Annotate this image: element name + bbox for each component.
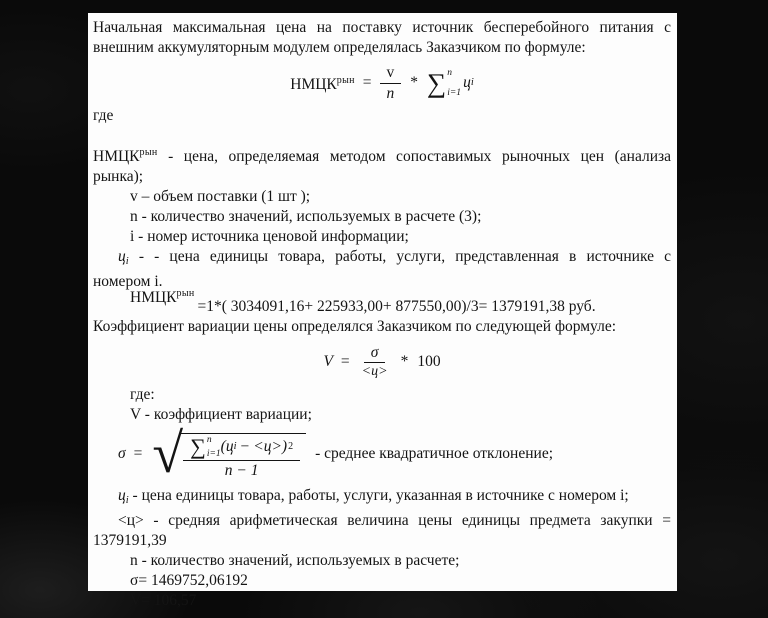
result-lhs: $НМЦК^{рын}$ (130, 287, 195, 306)
fraction-v-over-n: $\frac{v}{n}$ (380, 64, 402, 103)
definition-variation: V - коэффициент вариации; (130, 405, 312, 423)
variation-coefficient-intro: Коэффициент вариации цены определялся Заказчиком по следующей формуле: (93, 317, 617, 335)
fraction-sigma-over-mean: $\frac{\sigma}{<ц>}$ (361, 343, 388, 380)
nmck-definition-line2: рынка); (93, 167, 144, 185)
square-root (152, 422, 306, 485)
gde-label: где (93, 106, 114, 124)
exponent-2: 2 (288, 440, 294, 452)
gde-label-2: где: (130, 385, 155, 403)
radical-sign: √ (152, 422, 184, 485)
price-term: ц (225, 437, 234, 455)
definition-mean-line1: <ц> - средняя арифметическая величина цены единицы предмета закупки = (118, 512, 671, 530)
formula-nmck: $НМЦК^{рын}$ = $\frac{v}{n}$ * ∑ n i=1 ц i (290, 64, 474, 102)
formula-v-lhs: V (323, 353, 333, 371)
ui-term: цi (118, 247, 129, 267)
sigma-lhs: σ (118, 445, 126, 463)
blank-spacer (93, 126, 671, 143)
definition-v: v – объем поставки (1 шт ); (130, 187, 311, 205)
ui-term: цi (118, 487, 129, 507)
formula-nmck-lhs: $НМЦК^{рын}$ (290, 75, 355, 94)
definition-n: n - количество значений, используемых в расчете (3); (130, 207, 482, 225)
nmck-definition-line1: $НМЦК^{рын}$ - цена, определяемая методом сопоставимых рыночных цен (анализа (93, 146, 672, 165)
sigma-caption: - среднее квадратичное отклонение; (315, 445, 554, 463)
paren-close: ) (281, 437, 288, 455)
price-term: ц (463, 74, 471, 92)
definition-mean-line2: 1379191,39 (93, 532, 167, 550)
nmck-term: $НМЦК^{рын}$ (93, 146, 158, 165)
definition-ui-line2: номером i. (93, 272, 163, 290)
definition-n-2: n - количество значений, используемых в расчете; (130, 552, 460, 570)
minus-sign: − (240, 437, 250, 455)
nmck-result-line (93, 287, 671, 317)
multiply-sign: * (400, 353, 409, 371)
formula-sigma (93, 422, 671, 485)
document-page (88, 13, 677, 610)
equals-sign: = (362, 74, 372, 92)
multiply-sign: * (410, 74, 418, 92)
result-value: =1*( 3034091,16+ 225933,00+ 877550,00)/3= 1379191,38 руб. (197, 297, 596, 315)
constant-100: 100 (417, 353, 441, 371)
definition-ui-2: цi - цена единицы товара, работы, услуги, указанная в источнике с номером i; (118, 487, 629, 507)
formula-variation (93, 344, 671, 381)
intro-line-1: Начальная максимальная цена на поставку источник бесперебойного питания с (93, 19, 671, 36)
sum-symbol: ∑ n i=1 (190, 433, 221, 459)
equals-sign: = (133, 445, 143, 463)
variation-value: V= 106,57 (130, 592, 197, 610)
sum-symbol: ∑ n i=1 (427, 68, 462, 99)
paren-open: ( (220, 437, 226, 455)
intro-line-2: внешним аккумуляторным модулем определялась Заказчиком по формуле: (93, 39, 586, 56)
definition-ui-line1: цi - - цена единицы товара, работы, услуги, представленная в источнике с (118, 247, 671, 267)
fraction-under-root: ∑ n i=1 ( ц i − <ц> ) 2 n − 1 (183, 435, 300, 480)
definition-i: i - номер источника ценовой информации; (130, 227, 409, 245)
mean-price: <ц> (253, 437, 282, 455)
sigma-value: σ= 1469752,06192 (130, 572, 248, 590)
equals-sign: = (340, 353, 350, 371)
